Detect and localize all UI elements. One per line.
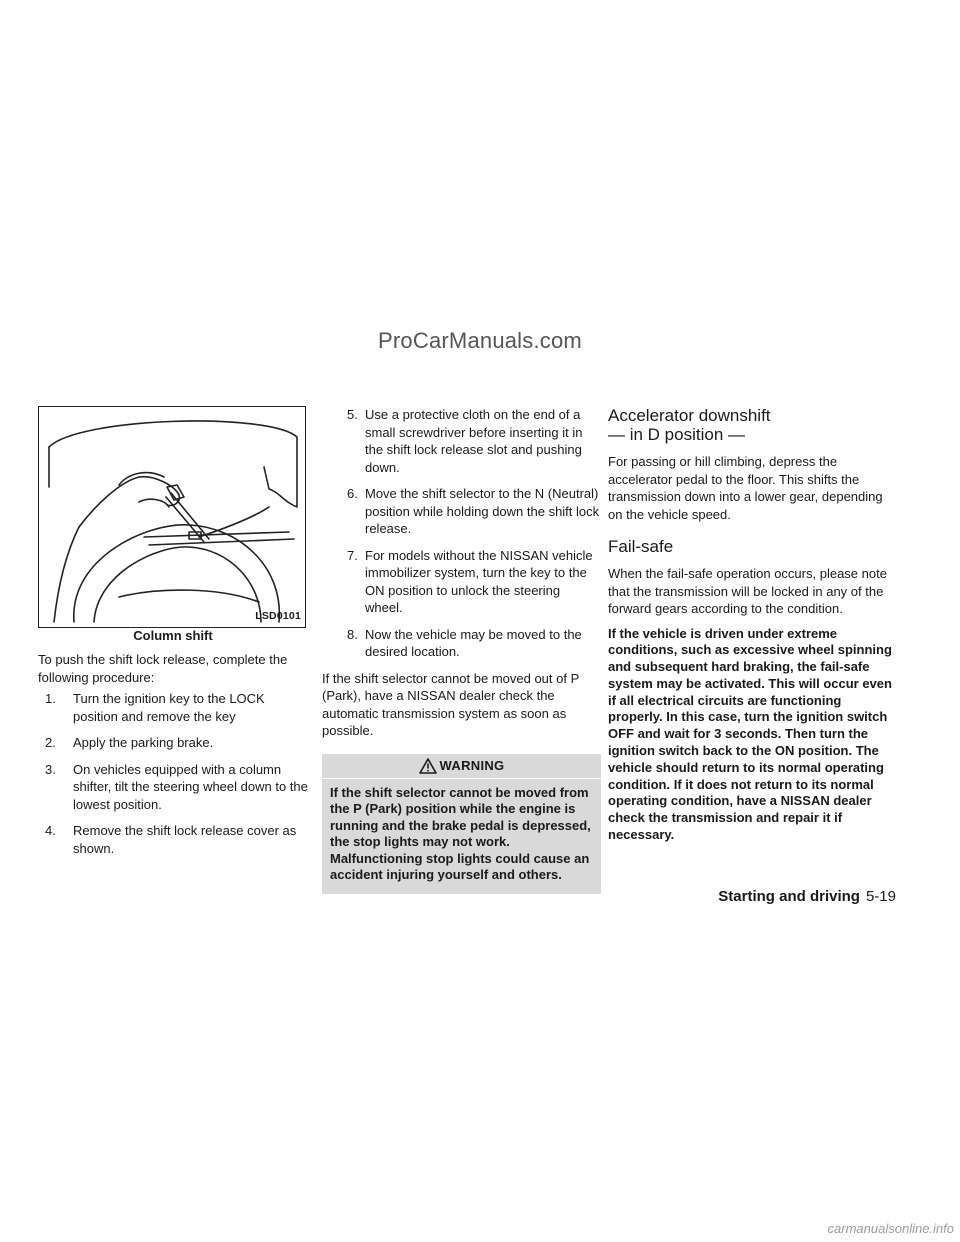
list-item: 1. Turn the ignition key to the LOCK position and remove the key: [45, 691, 265, 724]
column-left: [38, 406, 308, 866]
list-item: 8. Now the vehicle may be moved to the desired location.: [347, 626, 582, 659]
warning-divider: [322, 778, 601, 779]
figure-code: LSD0101: [255, 609, 301, 622]
steps-list-part1: [38, 690, 308, 857]
page-footer: [718, 888, 896, 905]
intro-paragraph: To push the shift lock release, complete the following procedure:: [38, 652, 288, 685]
shift-selector-note: If the shift selector cannot be moved out of P (Park), have a NISSAN dealer check the automatic transmission system as soon as possible.: [322, 670, 580, 738]
list-item: 6. Move the shift selector to the N (Neutral) position while holding down the shift lock release.: [347, 486, 600, 536]
list-item: 4. Remove the shift lock release cover as shown.: [45, 823, 297, 856]
figure-caption: Column shift: [133, 628, 213, 643]
warning-text: If the shift selector cannot be moved from the P (Park) position while the engine is running and the brake pedal is depressed, the stop lights may not work. Malfunctioning stop lights could cause an accident injuring yourself and others.: [330, 784, 591, 882]
steering-wheel-illustration: [39, 407, 304, 626]
list-item: 7. For models without the NISSAN vehicle immobilizer system, turn the key to the ON position to unlock the steering wheel.: [347, 547, 593, 615]
accelerator-downshift-body: For passing or hill climbing, depress the accelerator pedal to the floor. This shifts the transmission down into a lower gear, depending on the vehicle speed.: [608, 454, 883, 522]
warning-title: WARNING: [439, 757, 505, 773]
steps-list-part2: [347, 406, 601, 661]
footer-section-title: Starting and driving: [718, 888, 860, 905]
steering-column-figure: [38, 406, 306, 628]
column-middle: [322, 406, 601, 894]
fail-safe-body: When the fail-safe operation occurs, please note that the transmission will be locked in any of the forward gears according to the condition.: [608, 566, 887, 616]
warning-triangle-icon: [419, 758, 437, 774]
watermark-carmanualsonline: carmanualsonline.info: [827, 1221, 954, 1236]
fail-safe-warning-paragraph: If the vehicle is driven under extreme conditions, such as excessive wheel spinning and subsequent hard braking, the fail-safe system may be activated. This will occur even if all electrical circuits are functioning properly. In this case, turn the ignition switch OFF and wait for 3 seconds. Then turn the ignition switch back to the ON position. The vehicle should return to its normal operating condition. If it does not return to its normal operating condition, have a NISSAN dealer check the transmission and repair it if necessary.: [608, 625, 892, 843]
warning-header: [330, 754, 593, 778]
watermark-procarmanuals: ProCarManuals.com: [378, 328, 582, 353]
warning-box: [322, 754, 601, 894]
heading-title: Accelerator downshift: [608, 406, 771, 425]
list-item: 3. On vehicles equipped with a column shifter, tilt the steering wheel down to the lowest position.: [45, 761, 308, 812]
accelerator-downshift-heading: [608, 406, 896, 444]
column-right: [608, 406, 896, 848]
heading-subtitle: — in D position —: [608, 425, 745, 444]
list-item: 2. Apply the parking brake.: [45, 735, 214, 750]
fail-safe-heading: Fail-safe: [608, 537, 674, 556]
footer-page-number: 5-19: [865, 888, 896, 905]
list-item: 5. Use a protective cloth on the end of a small screwdriver before inserting it in the shift lock release slot and pushing down.: [347, 407, 583, 475]
